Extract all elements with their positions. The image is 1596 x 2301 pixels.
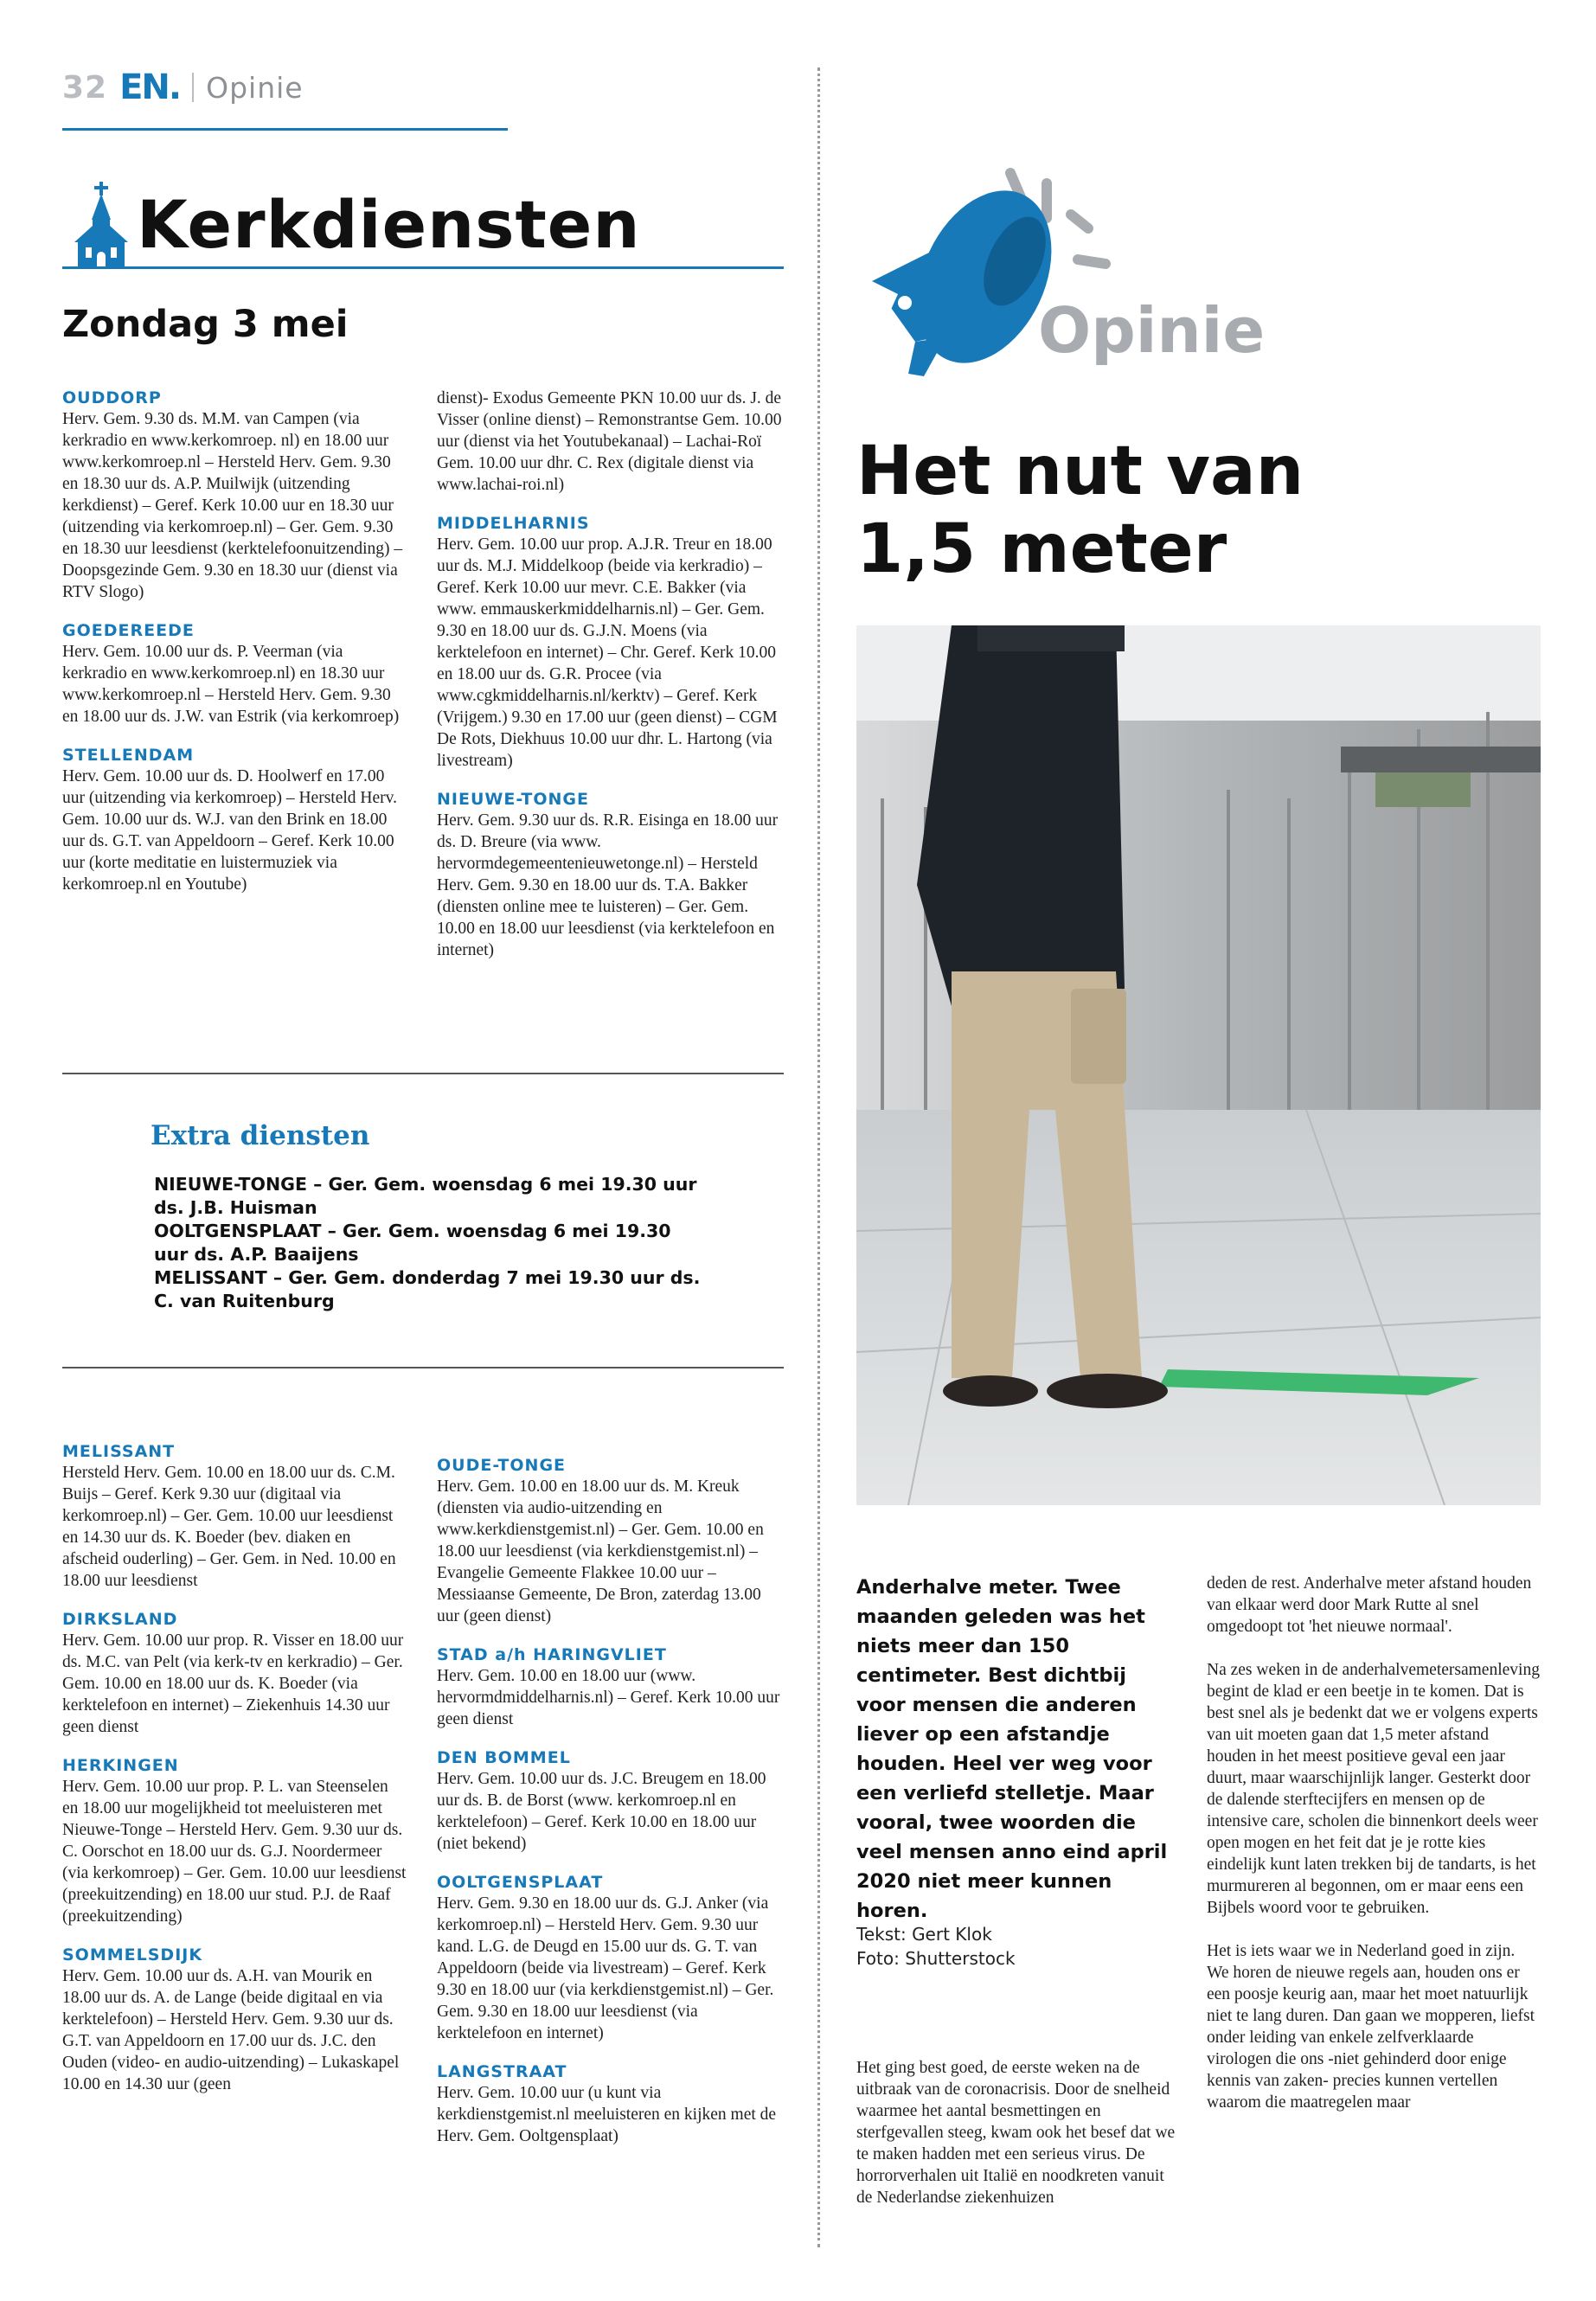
service-text: Herv. Gem. 10.00 uur (u kunt via kerkdienstgemist.nl meeluisteren en kijken met de Herv. Gem. Ooltgensplaat)	[437, 2084, 777, 2145]
place-heading: NIEUWE-TONGE	[437, 790, 589, 809]
place-heading: OUDE-TONGE	[437, 1456, 567, 1475]
service-text: Herv. Gem. 10.00 uur ds. J.C. Breugem en 18.00 uur ds. B. de Borst (www. kerkomroep.nl en kerktelefoon) – Geref. Kerk 10.00 en 18.00 uur (niet bekend)	[437, 1770, 766, 1853]
service-text: Herv. Gem. 9.30 uur ds. R.R. Eisinga en 18.00 uur ds. D. Breure (via www. hervormdegemeentenieuwetonge.nl) – Hersteld Herv. Gem. 9.30 en 18.00 uur ds. T.A. Bakker (diensten online mee te luisteren) – Ger. Gem. 10.00 en 18.00 uur leesdienst (via kerktelefoon en internet)	[437, 811, 779, 959]
article-title-line: 1,5 meter	[856, 510, 1227, 588]
section-rule	[62, 1073, 784, 1074]
place-heading: STELLENDAM	[62, 746, 195, 765]
service-text: Herv. Gem. 9.30 en 18.00 uur ds. G.J. Anker (via kerkomroep.nl) – Hersteld Herv. Gem. 9.30 uur kand. L.G. de Deugd en 15.00 uur ds. G. T. van Appeldoorn (beide via livestream) – Geref. Kerk 9.30 en 18.00 uur (via kerkdienstgemist.nl) – Ger. Gem. 9.30 en 18.00 uur leesdienst (via kerktelefoon en internet)	[437, 1894, 774, 2042]
article-title-line: Het nut van	[856, 433, 1304, 510]
kerkdiensten-rule	[62, 266, 784, 269]
article-body-column-2	[1207, 1573, 1540, 2135]
place-heading: GOEDEREEDE	[62, 621, 195, 640]
extra-service-line: MELISSANT – Ger. Gem. donderdag 7 mei 19.30 uur ds.	[154, 1267, 701, 1288]
header-separator	[192, 73, 194, 102]
extra-service-line: uur ds. A.P. Baaijens	[154, 1244, 359, 1265]
section-rule	[62, 1367, 784, 1368]
service-text: Herv. Gem. 10.00 uur ds. D. Hoolwerf en 17.00 uur (uitzending via kerkomroep) – Hersteld Herv. Gem. 10.00 uur ds. W.J. van den Brink en 18.00 uur ds. G.T. van Appeldoorn – Geref. Kerk 10.00 uur (korte meditatie en luistermuziek via kerkomroep.nl en Youtube)	[62, 767, 397, 894]
place-heading: LANGSTRAAT	[437, 2062, 567, 2081]
article-photo	[856, 625, 1541, 1505]
article-paragraph: Het is iets waar we in Nederland goed in zijn. We horen de nieuwe regels aan, houden ons er een poosje keurig aan, maar het moet natuurlijk niet te lang duren. Dan gaan we mopperen, liefst onder leiding van enkele zelfverklaarde virologen die ons -niet gehinderd door enige kennis van zaken- precies kunnen vertellen waarom die maatregelen maar	[1207, 1942, 1535, 2112]
extra-services-title: Extra diensten	[151, 1120, 370, 1151]
service-text: Hersteld Herv. Gem. 10.00 en 18.00 uur ds. C.M. Buijs – Geref. Kerk 9.30 uur (digitaal via kerkomroep.nl) – Ger. Gem. 10.00 uur leesdienst en 14.30 uur ds. K. Boeder (bev. diaken en afscheid ouderling) – Ger. Gem. in Ned. 10.00 en 18.00 uur leesdienst	[62, 1464, 396, 1590]
place-heading: STAD a/h HARINGVLIET	[437, 1645, 667, 1664]
page-header	[62, 66, 304, 109]
extra-service-line: OOLTGENSPLAAT – Ger. Gem. woensdag 6 mei 19.30	[154, 1221, 671, 1241]
article-title	[856, 433, 1304, 588]
newspaper-logo: EN.	[119, 67, 181, 107]
place-heading: OUDDORP	[62, 388, 162, 407]
service-text: Herv. Gem. 10.00 uur prop. R. Visser en 18.00 uur ds. M.C. van Pelt (via kerk-tv en kerkradio) – Ger. Gem. 10.00 en 18.00 uur ds. K. Boeder (via kerktelefoon en internet) – Ziekenhuis 14.30 uur geen dienst	[62, 1631, 404, 1736]
service-text: Herv. Gem. 10.00 uur ds. P. Veerman (via kerkradio en www.kerkomroep.nl) en 18.30 uur www.kerkomroep.nl – Hersteld Herv. Gem. 9.30 en 18.00 uur ds. J.W. van Estrik (via kerkomroep)	[62, 643, 400, 726]
column-divider	[817, 67, 820, 2247]
page-number: 32	[62, 69, 108, 106]
place-heading: DIRKSLAND	[62, 1610, 178, 1629]
service-date: Zondag 3 mei	[62, 303, 349, 346]
service-text-continued: dienst)- Exodus Gemeente PKN 10.00 uur ds. J. de Visser (online dienst) – Remonstrantse Gem. 10.00 uur (dienst via het Youtubekanaal) – Lachai-Roï Gem. 10.00 uur dhr. C. Rex (digitale dienst via www.lachai-roi.nl)	[437, 389, 782, 494]
credit-photo: Foto: Shutterstock	[856, 1948, 1016, 1969]
section-label: Opinie	[206, 70, 304, 105]
services-column-4	[437, 1455, 783, 2147]
article-body-column-1: Het ging best goed, de eerste weken na de uitbraak van de coronacrisis. Door de snelheid waarmee het aantal besmettingen en sterfgevallen steeg, kwam ook het besef dat we te maken hadden met een serieus virus. De horrorverhalen uit Italië en noodkreten vanuit de Nederlandse ziekenhuizen	[856, 2059, 1176, 2207]
service-text: Herv. Gem. 9.30 ds. M.M. van Campen (via kerkradio en www.kerkomroep. nl) en 18.00 uur www.kerkomroep.nl – Hersteld Herv. Gem. 9.30 en 18.30 uur ds. A.P. Muilwijk (uitzending kerkdienst) – Geref. Kerk 10.00 uur en 18.30 uur (uitzending via kerkomroep.nl) – Ger. Gem. 9.30 en 18.30 uur leesdienst (kerktelefoonuitzending) – Doopsgezinde Gem. 9.30 en 18.30 uur (dienst via RTV Slogo)	[62, 410, 403, 601]
article-credits	[856, 1922, 1178, 1971]
place-heading: HERKINGEN	[62, 1756, 179, 1775]
service-text: Herv. Gem. 10.00 uur ds. A.H. van Mourik en 18.00 uur ds. A. de Lange (beide digitaal en via kerktelefoon) – Hersteld Herv. Gem. 9.30 uur ds. G.T. van Appeldoorn en 17.00 uur ds. J.C. den Ouden (video- en audio-uitzending) – Lukaskapel 10.00 en 14.30 uur (geen	[62, 1967, 400, 2093]
place-heading: MELISSANT	[62, 1442, 176, 1461]
extra-service-line: C. van Ruitenburg	[154, 1291, 335, 1311]
services-column-3	[62, 1441, 408, 2095]
article-lead: Anderhalve meter. Twee maanden geleden was het niets meer dan 150 centimeter. Best dichtbij voor mensen die anderen liever op een afstandje houden. Heel ver weg voor een verliefd stelletje. Maar vooral, twee woorden die veel mensen anno eind april 2020 niet meer kunnen horen.	[856, 1576, 1168, 1922]
place-heading: OOLTGENSPLAAT	[437, 1873, 604, 1892]
credit-text: Tekst: Gert Klok	[856, 1924, 992, 1945]
place-heading: SOMMELSDIJK	[62, 1945, 203, 1965]
service-text: Herv. Gem. 10.00 en 18.00 uur (www. hervormdmiddelharnis.nl) – Geref. Kerk 10.00 uur geen dienst	[437, 1667, 780, 1728]
article-paragraph: deden de rest. Anderhalve meter afstand houden van elkaar werd door Mark Rutte al snel omgedoopt tot 'het nieuwe normaal'.	[1207, 1574, 1532, 1636]
services-column-1	[62, 388, 408, 895]
service-text: Herv. Gem. 10.00 uur prop. A.J.R. Treur en 18.00 uur ds. M.J. Middelkoop (beide via kerkradio) – Geref. Kerk 10.00 uur mevr. C.E. Bakker (via www. emmauskerkmiddelharnis.nl) – Ger. Gem. 9.30 en 18.00 uur ds. G.J.N. Moens (via kerktelefoon en internet) – Chr. Geref. Kerk 10.00 en 18.00 uur ds. G.R. Procee (via www.cgkmiddelharnis.nl/kerktv) – Geref. Kerk (Vrijgem.) 9.30 en 17.00 uur (geen dienst) – CGM De Rots, Diekhuus 10.00 uur dhr. L. Hartong (via livestream)	[437, 535, 778, 770]
church-icon	[74, 182, 128, 268]
service-text: Herv. Gem. 10.00 en 18.00 uur ds. M. Kreuk (diensten via audio-uitzending en www.kerkdienstgemist.nl) – Ger. Gem. 10.00 en 18.00 uur leesdienst (via kerkdienstgemist.nl) – Evangelie Gemeente Flakkee 10.00 uur – Messiaanse Gemeente, De Bron, zaterdag 13.00 uur (geen dienst)	[437, 1477, 764, 1625]
services-column-2	[437, 388, 783, 961]
service-text: Herv. Gem. 10.00 uur prop. P. L. van Steenselen en 18.00 uur mogelijkheid tot meeluisteren met Nieuwe-Tonge – Hersteld Herv. Gem. 9.30 uur ds. C. Oorschot en 18.00 uur ds. G.J. Noordermeer (via kerkomroep) – Ger. Gem. 10.00 uur leesdienst (preekuitzending) en 18.00 uur stud. P.J. de Raaf (preekuitzending)	[62, 1778, 407, 1926]
kerkdiensten-title: Kerkdiensten	[137, 186, 641, 263]
article-paragraph: Na zes weken in de anderhalvemetersamenleving begint de klad er een beetje in te komen. Dat is best snel als je bedenkt dat we er volgens experts van uit moeten gaan dat 1,5 meter afstand houden in het meest positieve geval een jaar duurt, maar waarschijnlijk langer. Gesterkt door de dalende sterftecijfers en mensen op de intensive care, scholen die binnenkort deels weer open mogen en het feit dat je je rotte kies eindelijk kunt laten trekken bij de tandarts, is het murmureren al begonnen, om er maar eens een Bijbels woord voor te gebruiken.	[1207, 1661, 1540, 1917]
header-rule	[62, 128, 508, 131]
place-heading: MIDDELHARNIS	[437, 514, 590, 533]
extra-services-list	[154, 1173, 716, 1313]
extra-service-line: ds. J.B. Huisman	[154, 1197, 317, 1218]
place-heading: DEN BOMMEL	[437, 1748, 571, 1767]
extra-service-line: NIEUWE-TONGE – Ger. Gem. woensdag 6 mei 19.30 uur	[154, 1174, 697, 1195]
opinie-label: Opinie	[1038, 294, 1266, 367]
